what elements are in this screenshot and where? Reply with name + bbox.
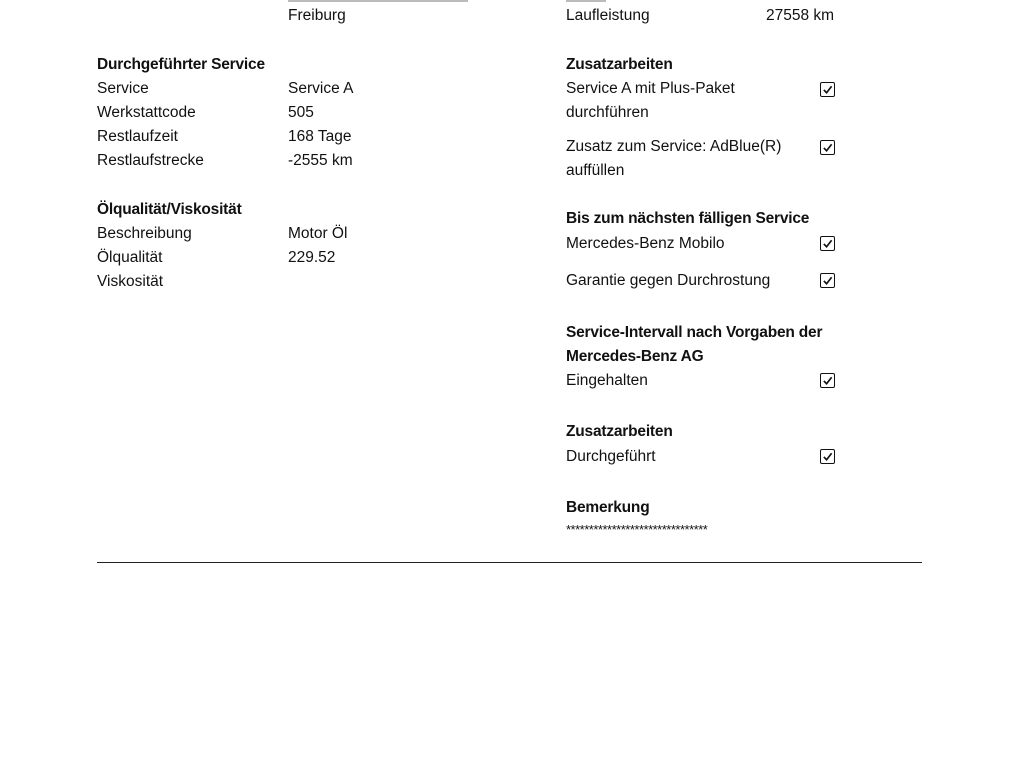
remaining-time-value: 168 Tage xyxy=(288,128,352,145)
divider-line xyxy=(97,562,922,563)
until-next-item: Mercedes-Benz Mobilo xyxy=(566,235,725,252)
remaining-time-label: Restlaufzeit xyxy=(97,128,178,145)
mobilo-checkbox[interactable] xyxy=(820,236,835,251)
adblue-checkbox[interactable] xyxy=(820,140,835,155)
description-value: Motor Öl xyxy=(288,225,348,242)
rust-guarantee-checkbox[interactable] xyxy=(820,273,835,288)
additional-work-2-item: Durchgeführt xyxy=(566,448,656,465)
interval-checkbox[interactable] xyxy=(820,373,835,388)
mileage-label: Laufleistung xyxy=(566,7,650,24)
oil-heading: Ölqualität/Viskosität xyxy=(97,201,242,218)
interval-item: Eingehalten xyxy=(566,372,648,389)
additional-work-item: Service A mit Plus-Paket durchführen xyxy=(566,80,735,121)
service-heading: Durchgeführter Service xyxy=(97,56,265,73)
city-value: Freiburg xyxy=(288,7,346,24)
interval-heading: Service-Intervall nach Vorgaben der Mercedes-Benz AG xyxy=(566,324,823,365)
checkmark-icon xyxy=(822,275,833,286)
additional-work-heading: Zusatzarbeiten xyxy=(566,56,673,73)
clipped-top-right-text xyxy=(566,0,606,2)
oil-quality-label: Ölqualität xyxy=(97,249,163,266)
viscosity-label: Viskosität xyxy=(97,273,164,290)
checkmark-icon xyxy=(822,238,833,249)
checkmark-icon xyxy=(822,142,833,153)
remaining-distance-value: -2555 km xyxy=(288,152,353,169)
checkmark-icon xyxy=(822,375,833,386)
workshop-code-label: Werkstattcode xyxy=(97,104,196,121)
workshop-code-value: 505 xyxy=(288,104,314,121)
clipped-top-left-text xyxy=(288,0,468,2)
service-value: Service A xyxy=(288,80,354,97)
description-label: Beschreibung xyxy=(97,225,192,242)
additional-work-2-heading: Zusatzarbeiten xyxy=(566,423,673,440)
remaining-distance-label: Restlaufstrecke xyxy=(97,152,204,169)
oil-quality-value: 229.52 xyxy=(288,249,336,266)
service-label: Service xyxy=(97,80,149,97)
remark-heading: Bemerkung xyxy=(566,499,650,516)
remark-value: ******************************* xyxy=(566,522,708,537)
until-next-heading: Bis zum nächsten fälligen Service xyxy=(566,210,810,227)
additional-work-checkbox[interactable] xyxy=(820,82,835,97)
additional-work-item: Zusatz zum Service: AdBlue(R) auffüllen xyxy=(566,138,782,179)
checkmark-icon xyxy=(822,84,833,95)
checkmark-icon xyxy=(822,451,833,462)
mileage-value: 27558 km xyxy=(766,7,835,24)
until-next-item: Garantie gegen Durchrostung xyxy=(566,272,771,289)
performed-checkbox[interactable] xyxy=(820,449,835,464)
